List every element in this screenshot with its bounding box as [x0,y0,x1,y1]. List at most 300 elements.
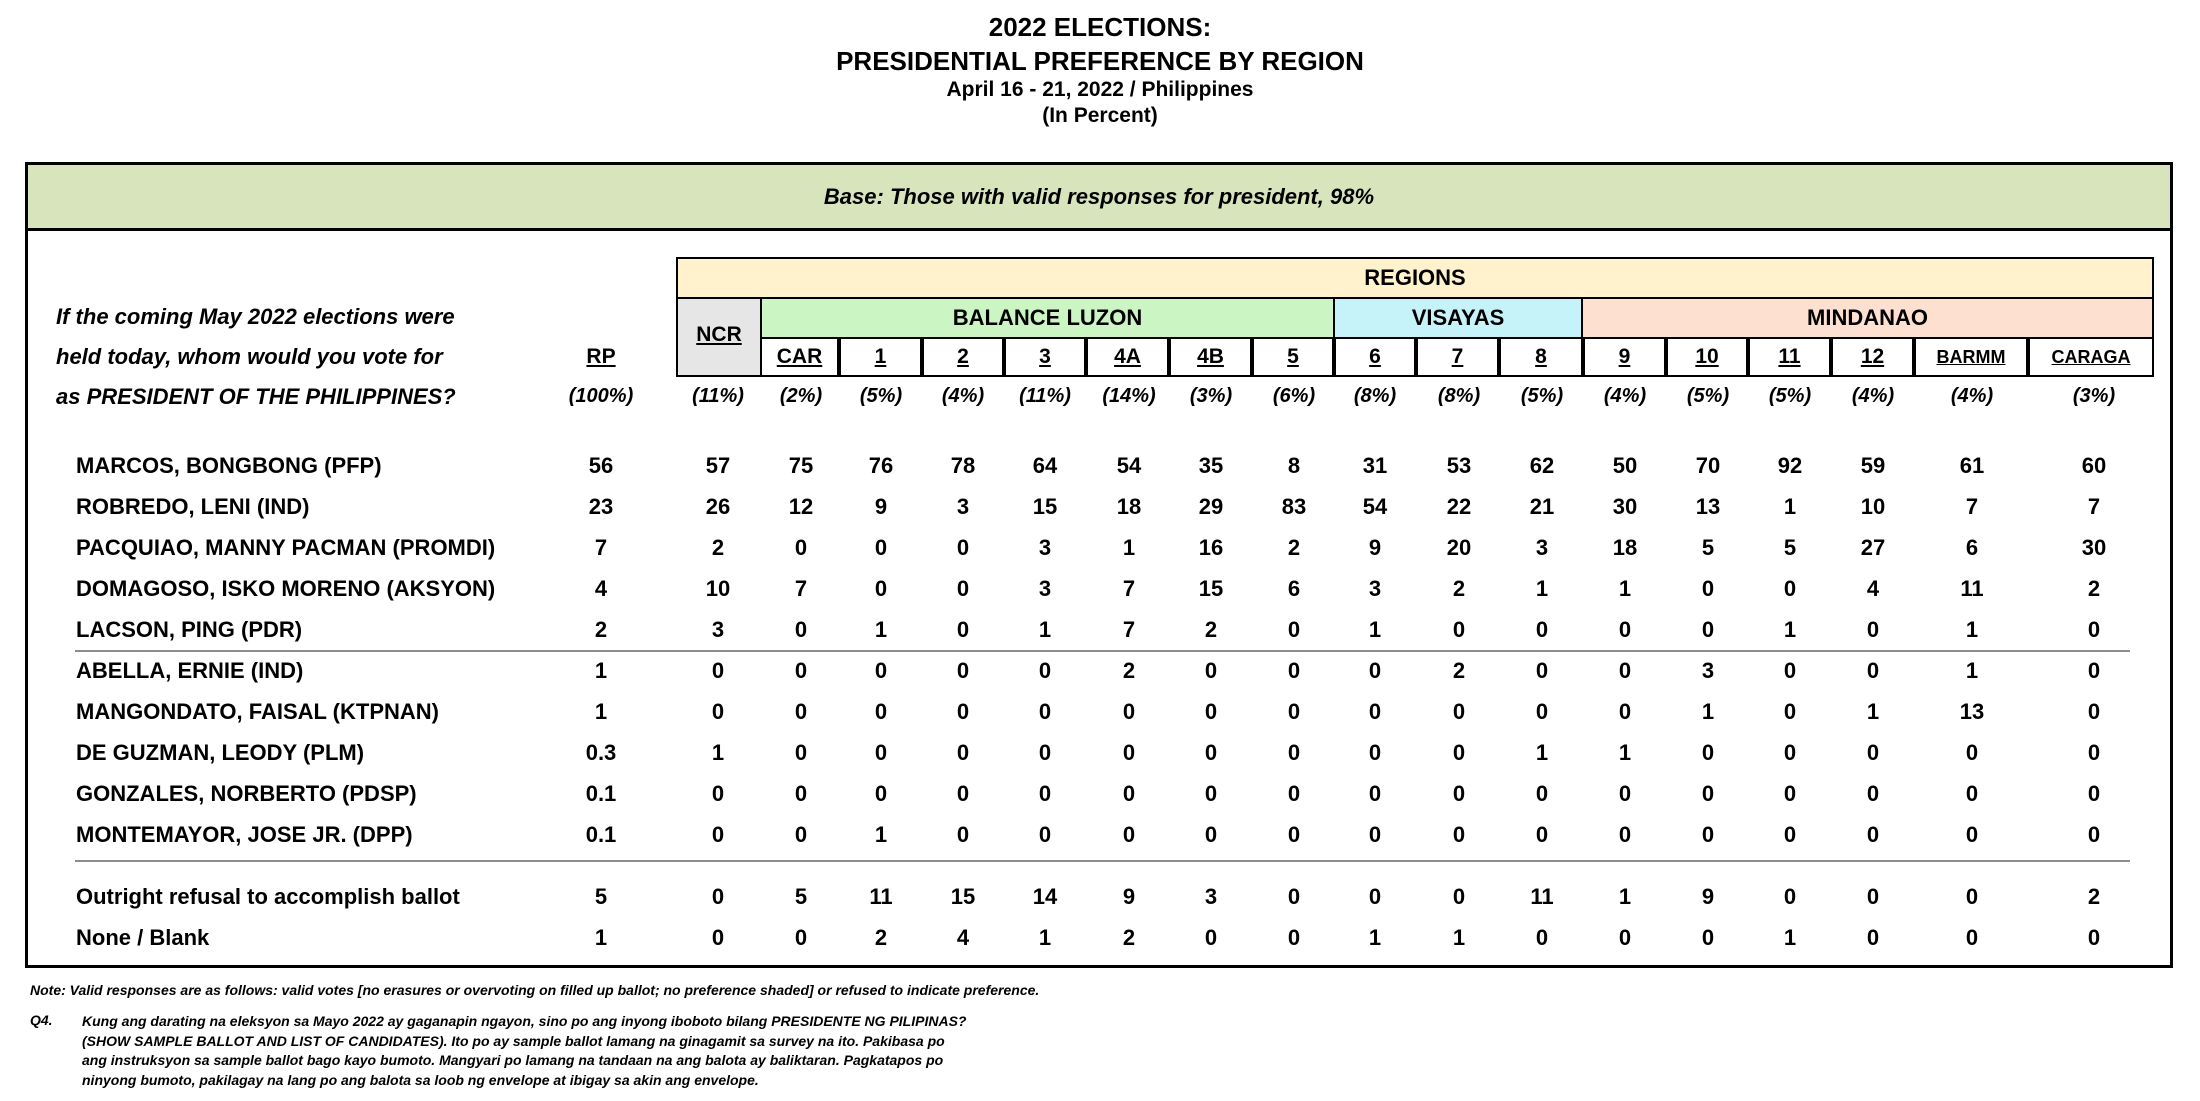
cell-9: 0 [1618,617,1632,642]
col-header-9 [1583,337,1666,377]
cell-9: 0 [1618,925,1632,950]
cell-3: 0 [1038,658,1052,683]
cell-car: 0 [794,822,808,847]
table-row [28,918,2170,958]
cell-4a: 0 [1122,781,1136,806]
col-header-label: 3 [1039,345,1051,368]
col-header-5 [1252,337,1334,377]
cell-barmm: 11 [1960,576,1984,601]
cell-7: 2 [1452,576,1466,601]
table-row [28,651,2170,691]
cell-12: 0 [1866,658,1880,683]
col-header-6 [1334,337,1416,377]
cell-12: 27 [1860,535,1886,560]
q4-label: Q4. [30,1012,53,1028]
cell-car: 12 [788,494,814,519]
cell-car: 0 [794,617,808,642]
cell-1: 0 [874,658,888,683]
cell-barmm: 0 [1965,740,1979,765]
cell-caraga: 0 [2087,925,2101,950]
col-header-label: 8 [1535,345,1547,368]
candidate-name: GONZALES, NORBERTO (PDSP) [76,781,417,806]
cell-3: 14 [1032,884,1058,909]
col-header-label: 4A [1114,345,1141,368]
cell-ncr: 1 [711,740,725,765]
cell-ncr: 0 [711,658,725,683]
col-header-label: 12 [1860,345,1885,368]
cell-4a: 7 [1122,576,1136,601]
col-header-11 [1748,337,1831,377]
cell-ncr: 0 [711,699,725,724]
col-share-3: (11%) [1019,385,1071,407]
cell-9: 50 [1612,453,1638,478]
cell-3: 3 [1038,535,1052,560]
cell-11: 92 [1777,453,1803,478]
cell-car: 0 [794,699,808,724]
cell-ncr: 3 [711,617,725,642]
cell-8: 1 [1535,576,1549,601]
cell-4b: 3 [1204,884,1218,909]
table-row [28,446,2170,486]
col-header-label: 2 [957,345,969,368]
col-share-11: (5%) [1768,385,1812,407]
table-row [28,692,2170,732]
cell-12: 0 [1866,740,1880,765]
cell-4a: 7 [1122,617,1136,642]
table-row [28,815,2170,855]
question-line-2: held today, whom would you vote for [56,344,443,369]
row-divider [75,860,2130,862]
cell-3: 15 [1032,494,1058,519]
col-share-1: (5%) [859,385,903,407]
cell-car: 0 [794,781,808,806]
cell-car: 0 [794,925,808,950]
cell-10: 3 [1701,658,1715,683]
cell-5: 0 [1287,617,1301,642]
cell-rp: 1 [594,699,608,724]
col-header-label: 5 [1287,345,1299,368]
base-banner [28,165,2170,231]
col-share-caraga: (3%) [2072,385,2116,407]
cell-caraga: 0 [2087,617,2101,642]
cell-ncr: 26 [705,494,731,519]
title-line-1: 2022 ELECTIONS: [988,12,1212,42]
cell-rp: 0.3 [585,740,617,765]
results-table [25,162,2173,968]
cell-11: 0 [1783,781,1797,806]
col-header-barmm [1914,337,2028,377]
col-header-caraga [2028,337,2154,377]
col-header-2 [922,337,1004,377]
cell-2: 0 [956,658,970,683]
col-header-label: CAR [776,345,823,368]
cell-7: 1 [1452,925,1466,950]
cell-8: 1 [1535,740,1549,765]
cell-4a: 0 [1122,822,1136,847]
table-row [28,774,2170,814]
cell-10: 0 [1701,925,1715,950]
cell-3: 1 [1038,617,1052,642]
cell-rp: 1 [594,658,608,683]
cell-4b: 29 [1198,494,1224,519]
cell-7: 0 [1452,740,1466,765]
cell-2: 0 [956,740,970,765]
cell-barmm: 1 [1965,617,1979,642]
cell-6: 9 [1368,535,1382,560]
cell-12: 10 [1860,494,1886,519]
cell-4a: 2 [1122,658,1136,683]
visayas-header [1333,297,1583,339]
col-share-car: (2%) [779,385,823,407]
cell-6: 0 [1368,658,1382,683]
cell-4b: 0 [1204,781,1218,806]
cell-8: 21 [1529,494,1555,519]
cell-caraga: 2 [2087,884,2101,909]
cell-7: 53 [1446,453,1472,478]
q4-line: ang instruksyon sa sample ballot bago kayo bumoto. Mangyari po lamang na tandaan na ang balota ay baliktaran. Pagkatapos po [82,1052,944,1068]
cell-1: 0 [874,781,888,806]
cell-10: 5 [1701,535,1715,560]
cell-rp: 2 [594,617,608,642]
col-header-label: RP [586,345,616,368]
candidate-name: PACQUIAO, MANNY PACMAN (PROMDI) [76,535,496,560]
table-row [28,528,2170,568]
col-share-9: (4%) [1603,385,1647,407]
cell-11: 0 [1783,822,1797,847]
cell-12: 0 [1866,781,1880,806]
cell-4b: 0 [1204,658,1218,683]
cell-1: 0 [874,576,888,601]
cell-2: 3 [956,494,970,519]
cell-2: 0 [956,822,970,847]
cell-8: 3 [1535,535,1549,560]
col-header-label: 4B [1197,345,1224,368]
candidate-name: MARCOS, BONGBONG (PFP) [76,453,382,478]
cell-11: 1 [1783,925,1797,950]
col-header-10 [1666,337,1748,377]
cell-12: 0 [1866,617,1880,642]
col-header-4a [1086,337,1169,377]
cell-rp: 4 [594,576,608,601]
cell-5: 0 [1287,884,1301,909]
cell-barmm: 61 [1959,453,1985,478]
col-header-7 [1416,337,1499,377]
candidate-name: Outright refusal to accomplish ballot [76,884,460,909]
cell-6: 0 [1368,822,1382,847]
cell-6: 0 [1368,884,1382,909]
row-divider [75,650,2130,652]
q4-line: ninyong bumoto, pakilagay na lang po ang balota sa loob ng envelope at ibigay sa akin ang envelope. [82,1071,759,1088]
col-share-4b: (3%) [1189,385,1233,407]
cell-9: 0 [1618,781,1632,806]
cell-barmm: 0 [1965,822,1979,847]
cell-5: 8 [1287,453,1301,478]
cell-8: 0 [1535,699,1549,724]
cell-7: 0 [1452,699,1466,724]
cell-5: 0 [1287,781,1301,806]
cell-6: 0 [1368,781,1382,806]
cell-8: 0 [1535,658,1549,683]
cell-4a: 0 [1122,699,1136,724]
cell-caraga: 30 [2081,535,2107,560]
cell-7: 0 [1452,781,1466,806]
cell-6: 0 [1368,740,1382,765]
table-row [28,569,2170,609]
question-line-1: If the coming May 2022 elections were [56,304,455,329]
col-header-label: 9 [1618,345,1631,368]
cell-10: 0 [1701,822,1715,847]
cell-12: 0 [1866,822,1880,847]
cell-ncr: 57 [705,453,731,478]
balance-luzon-header-label: BALANCE LUZON [952,305,1143,330]
cell-3: 0 [1038,699,1052,724]
cell-car: 0 [794,740,808,765]
cell-ncr: 0 [711,781,725,806]
cell-4b: 15 [1198,576,1224,601]
cell-2: 4 [956,925,970,950]
cell-12: 59 [1860,453,1886,478]
cell-5: 0 [1287,822,1301,847]
candidate-name: LACSON, PING (PDR) [76,617,303,642]
candidate-name: ROBREDO, LENI (IND) [76,494,310,519]
cell-1: 0 [874,535,888,560]
cell-11: 0 [1783,576,1797,601]
candidate-name: DOMAGOSO, ISKO MORENO (AKSYON) [76,576,496,601]
cell-10: 9 [1701,884,1715,909]
col-header-1 [839,337,922,377]
cell-1: 2 [874,925,888,950]
cell-rp: 1 [594,925,608,950]
cell-6: 31 [1362,453,1388,478]
mindanao-header-label: MINDANAO [1807,305,1928,330]
q4-text [82,1012,1042,1090]
cell-3: 1 [1038,925,1052,950]
q4-line: (SHOW SAMPLE BALLOT AND LIST OF CANDIDATES). Ito po ay sample ballot lamang na ginagamit sa survey na ito. Pakibasa po [82,1032,945,1049]
cell-10: 70 [1695,453,1721,478]
cell-7: 0 [1452,822,1466,847]
cell-5: 0 [1287,699,1301,724]
cell-1: 0 [874,699,888,724]
cell-4a: 54 [1116,453,1142,478]
cell-ncr: 0 [711,822,725,847]
visayas-header-label: VISAYAS [1411,305,1505,330]
cell-4b: 0 [1204,822,1218,847]
cell-11: 0 [1783,884,1797,909]
cell-barmm: 7 [1965,494,1979,519]
col-share-rp: (100%) [568,385,634,407]
cell-car: 5 [794,884,808,909]
cell-8: 62 [1529,453,1555,478]
col-share-ncr: (11%) [692,385,744,407]
col-header-label: 11 [1778,345,1801,368]
cell-4b: 2 [1204,617,1218,642]
survey-date: April 16 - 21, 2022 / Philippines [946,78,1254,101]
col-header-label: 6 [1369,345,1381,368]
cell-ncr: 0 [711,925,725,950]
col-share-barmm: (4%) [1950,385,1994,407]
cell-6: 3 [1368,576,1382,601]
col-header-label: 1 [874,345,887,368]
cell-7: 0 [1452,884,1466,909]
cell-rp: 56 [588,453,614,478]
cell-rp: 23 [588,494,614,519]
cell-car: 75 [788,453,814,478]
question-line-3: as PRESIDENT OF THE PHILIPPINES? [56,384,456,409]
table-row [28,877,2170,917]
cell-11: 1 [1783,494,1797,519]
base-text: Base: Those with valid responses for president, 98% [823,183,1375,209]
cell-4b: 16 [1198,535,1224,560]
cell-12: 1 [1866,699,1880,724]
mindanao-header [1581,297,2154,339]
cell-caraga: 0 [2087,740,2101,765]
cell-11: 0 [1783,658,1797,683]
cell-barmm: 0 [1965,925,1979,950]
cell-9: 1 [1618,884,1632,909]
cell-caraga: 60 [2081,453,2107,478]
cell-6: 0 [1368,699,1382,724]
cell-1: 1 [874,822,888,847]
cell-6: 1 [1368,617,1382,642]
cell-1: 1 [874,617,888,642]
cell-8: 0 [1535,617,1549,642]
cell-9: 0 [1618,658,1632,683]
col-header-car [760,337,839,377]
q4-line: Kung ang darating na eleksyon sa Mayo 2022 ay gaganapin ngayon, sino po ang inyong iboboto bilang PRESIDENTE NG PILIPINAS? [82,1013,967,1029]
cell-barmm: 6 [1965,535,1979,560]
cell-11: 1 [1783,617,1797,642]
cell-4b: 35 [1198,453,1224,478]
cell-rp: 7 [594,535,608,560]
candidate-name: ABELLA, ERNIE (IND) [76,658,304,683]
cell-caraga: 7 [2087,494,2101,519]
cell-3: 0 [1038,822,1052,847]
col-share-8: (5%) [1520,385,1564,407]
cell-8: 0 [1535,822,1549,847]
candidate-name: MONTEMAYOR, JOSE JR. (DPP) [76,822,413,847]
regions-header-label: REGIONS [1364,265,1466,290]
cell-car: 0 [794,535,808,560]
candidate-name: MANGONDATO, FAISAL (KTPNAN) [76,699,439,724]
cell-12: 4 [1866,576,1880,601]
col-share-5: (6%) [1272,385,1316,407]
col-header-4b [1169,337,1252,377]
cell-rp: 0.1 [585,822,617,847]
cell-2: 15 [950,884,976,909]
cell-6: 54 [1362,494,1388,519]
cell-6: 1 [1368,925,1382,950]
cell-10: 0 [1701,617,1715,642]
cell-8: 11 [1530,884,1554,909]
cell-caraga: 2 [2087,576,2101,601]
balance-luzon-header [760,297,1335,339]
cell-11: 5 [1783,535,1797,560]
cell-2: 0 [956,781,970,806]
col-header-label: BARMM [1936,346,2006,367]
cell-1: 76 [868,453,894,478]
cell-9: 0 [1618,699,1632,724]
cell-2: 0 [956,617,970,642]
table-row [28,733,2170,773]
col-header-ncr [676,315,762,355]
cell-3: 64 [1032,453,1058,478]
cell-10: 1 [1701,699,1715,724]
cell-caraga: 0 [2087,822,2101,847]
col-share-6: (8%) [1353,385,1397,407]
cell-1: 11 [869,884,893,909]
col-header-label: CARAGA [2051,346,2131,367]
cell-7: 2 [1452,658,1466,683]
cell-11: 0 [1783,740,1797,765]
cell-12: 0 [1866,884,1880,909]
cell-2: 0 [956,535,970,560]
cell-4b: 0 [1204,925,1218,950]
cell-3: 3 [1038,576,1052,601]
cell-barmm: 1 [1965,658,1979,683]
col-share-12: (4%) [1851,385,1895,407]
regions-header [676,257,2154,299]
cell-2: 0 [956,699,970,724]
cell-5: 2 [1287,535,1301,560]
cell-4b: 0 [1204,740,1218,765]
footnote: Note: Valid responses are as follows: valid votes [no erasures or overvoting on filled up ballot; no preference shaded] or refused to indicate preference. [30,982,1040,998]
cell-5: 0 [1287,740,1301,765]
col-header-label: 7 [1451,345,1464,368]
cell-10: 0 [1701,740,1715,765]
col-header-8 [1499,337,1583,377]
cell-barmm: 13 [1959,699,1985,724]
cell-barmm: 0 [1965,884,1979,909]
cell-car: 7 [794,576,808,601]
col-share-2: (4%) [941,385,985,407]
cell-caraga: 0 [2087,781,2101,806]
col-share-7: (8%) [1437,385,1481,407]
col-header-12 [1831,337,1914,377]
cell-4a: 18 [1116,494,1142,519]
col-header-3 [1004,337,1086,377]
cell-barmm: 0 [1965,781,1979,806]
cell-5: 0 [1287,925,1301,950]
table-row [28,610,2170,650]
cell-1: 9 [874,494,888,519]
cell-9: 18 [1612,535,1638,560]
col-share-10: (5%) [1686,385,1730,407]
cell-7: 22 [1446,494,1472,519]
candidate-name: None / Blank [76,925,210,950]
cell-9: 1 [1618,740,1632,765]
cell-9: 30 [1612,494,1638,519]
cell-4b: 0 [1204,699,1218,724]
cell-10: 0 [1701,781,1715,806]
table-row [28,487,2170,527]
cell-12: 0 [1866,925,1880,950]
cell-9: 0 [1618,822,1632,847]
cell-5: 83 [1281,494,1307,519]
cell-ncr: 2 [711,535,725,560]
col-header-label: NCR [696,323,742,346]
cell-9: 1 [1618,576,1632,601]
cell-4a: 9 [1122,884,1136,909]
cell-ncr: 0 [711,884,725,909]
cell-7: 20 [1446,535,1472,560]
cell-rp: 5 [594,884,608,909]
unit-label: (In Percent) [1042,104,1158,127]
col-share-4a: (14%) [1102,385,1156,407]
cell-4a: 1 [1122,535,1136,560]
cell-3: 0 [1038,740,1052,765]
cell-10: 0 [1701,576,1715,601]
cell-car: 0 [794,658,808,683]
